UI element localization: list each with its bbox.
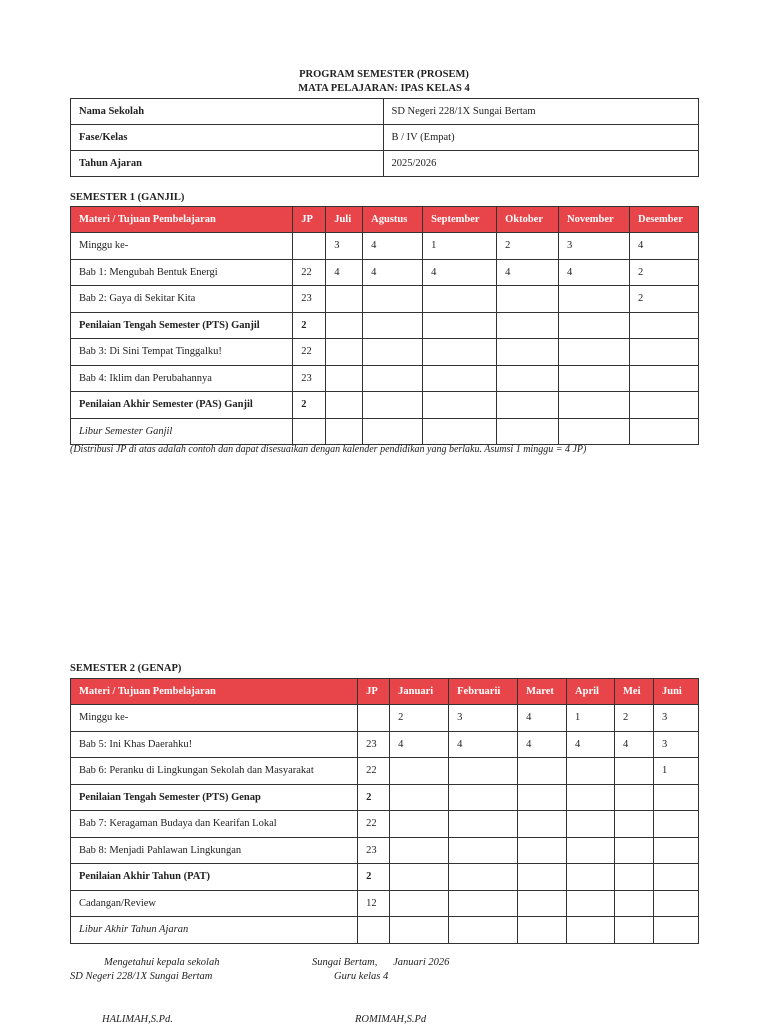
table-row <box>71 917 699 944</box>
table-row <box>71 758 699 785</box>
table-row <box>71 811 699 838</box>
table-cell <box>363 312 423 339</box>
table-cell <box>363 392 423 419</box>
table-row <box>71 731 699 758</box>
table-cell: 22 <box>358 758 390 785</box>
table-cell <box>653 784 698 811</box>
info-label: Fase/Kelas <box>71 125 384 151</box>
table-cell <box>629 418 698 445</box>
table-cell <box>629 365 698 392</box>
table-cell <box>653 890 698 917</box>
table-row <box>71 365 699 392</box>
column-header: JP <box>358 679 390 705</box>
table-cell: 2 <box>293 392 326 419</box>
table-row <box>71 705 699 732</box>
table-cell: 2 <box>390 705 449 732</box>
table-cell <box>363 365 423 392</box>
table-cell <box>326 339 363 366</box>
table-cell <box>559 392 630 419</box>
distribution-note: (Distribusi JP di atas adalah contoh dan dapat disesuaikan dengan kalender pendidikan yang berlaku. Asumsi 1 minggu = 4 JP) <box>70 444 587 455</box>
table-row <box>71 837 699 864</box>
table-cell <box>326 286 363 313</box>
table-cell: 2 <box>629 286 698 313</box>
table-cell: 3 <box>449 705 518 732</box>
row-label: Bab 5: Ini Khas Daerahku! <box>71 731 358 758</box>
table-cell <box>326 312 363 339</box>
table-cell: 3 <box>653 731 698 758</box>
table-cell <box>567 811 615 838</box>
signature-left-line1: Mengetahui kepala sekolah <box>104 957 220 968</box>
table-row <box>71 259 699 286</box>
table-cell <box>423 312 497 339</box>
table-cell <box>653 837 698 864</box>
table-cell <box>449 890 518 917</box>
table-cell <box>363 286 423 313</box>
table-cell <box>423 339 497 366</box>
table-cell: 4 <box>363 233 423 260</box>
table-cell <box>423 286 497 313</box>
table-cell <box>423 418 497 445</box>
school-info-table <box>70 98 699 177</box>
table-cell: 4 <box>363 259 423 286</box>
table-cell <box>653 811 698 838</box>
row-label: Libur Akhir Tahun Ajaran <box>71 917 358 944</box>
info-row <box>71 151 699 177</box>
row-label: Bab 8: Menjadi Pahlawan Lingkungan <box>71 837 358 864</box>
column-header: Juli <box>326 207 363 233</box>
table-cell: 3 <box>653 705 698 732</box>
table-cell <box>497 339 559 366</box>
table-row <box>71 418 699 445</box>
row-label: Penilaian Akhir Tahun (PAT) <box>71 864 358 891</box>
table-cell <box>629 312 698 339</box>
column-header: Desember <box>629 207 698 233</box>
table-cell: 4 <box>559 259 630 286</box>
table-cell: 22 <box>358 811 390 838</box>
row-label: Bab 4: Iklim dan Perubahannya <box>71 365 293 392</box>
column-header: Materi / Tujuan Pembelajaran <box>71 207 293 233</box>
table-cell <box>653 864 698 891</box>
semester-2-table <box>70 678 699 944</box>
column-header: Mei <box>615 679 654 705</box>
table-cell: 1 <box>653 758 698 785</box>
table-cell <box>615 758 654 785</box>
table-cell <box>293 418 326 445</box>
table-cell: 4 <box>518 731 567 758</box>
column-header: Oktober <box>497 207 559 233</box>
table-cell: 2 <box>358 784 390 811</box>
signature-right-line1: Sungai Bertam, Januari 2026 <box>312 957 450 968</box>
table-cell <box>390 917 449 944</box>
table-cell: 3 <box>326 233 363 260</box>
table-cell: 1 <box>423 233 497 260</box>
row-label: Penilaian Tengah Semester (PTS) Ganjil <box>71 312 293 339</box>
table-cell <box>518 837 567 864</box>
table-cell <box>363 339 423 366</box>
table-cell: 4 <box>423 259 497 286</box>
table-cell <box>615 917 654 944</box>
table-row <box>71 312 699 339</box>
table-cell: 4 <box>629 233 698 260</box>
table-cell <box>497 286 559 313</box>
table-row <box>71 864 699 891</box>
document-subtitle: MATA PELAJARAN: IPAS KELAS 4 <box>298 83 470 94</box>
table-cell <box>449 917 518 944</box>
table-cell: 2 <box>497 233 559 260</box>
table-cell <box>363 418 423 445</box>
table-cell: 4 <box>390 731 449 758</box>
table-cell <box>497 418 559 445</box>
semester-2-heading: SEMESTER 2 (GENAP) <box>70 663 182 674</box>
row-label: Minggu ke- <box>71 705 358 732</box>
table-row <box>71 392 699 419</box>
column-header: Juni <box>653 679 698 705</box>
signature-left-line2: SD Negeri 228/1X Sungai Bertam <box>70 971 213 982</box>
table-cell <box>567 837 615 864</box>
table-cell <box>559 418 630 445</box>
table-cell: 3 <box>559 233 630 260</box>
table-cell <box>390 811 449 838</box>
table-cell <box>559 312 630 339</box>
signature-left-name: HALIMAH,S.Pd. <box>102 1014 173 1025</box>
table-cell: 22 <box>293 259 326 286</box>
row-label: Bab 2: Gaya di Sekitar Kita <box>71 286 293 313</box>
column-header: Maret <box>518 679 567 705</box>
table-cell <box>567 784 615 811</box>
table-cell: 4 <box>497 259 559 286</box>
table-cell <box>518 811 567 838</box>
table-cell <box>518 890 567 917</box>
table-cell <box>326 418 363 445</box>
info-row <box>71 99 699 125</box>
table-cell <box>497 392 559 419</box>
table-cell <box>449 758 518 785</box>
table-cell: 1 <box>567 705 615 732</box>
column-header: Agustus <box>363 207 423 233</box>
table-cell: 2 <box>629 259 698 286</box>
table-cell <box>326 365 363 392</box>
row-label: Minggu ke- <box>71 233 293 260</box>
table-cell: 4 <box>567 731 615 758</box>
table-cell <box>390 890 449 917</box>
table-cell: 22 <box>293 339 326 366</box>
table-cell <box>653 917 698 944</box>
table-cell <box>497 312 559 339</box>
table-cell: 12 <box>358 890 390 917</box>
column-header: Januari <box>390 679 449 705</box>
info-value: 2025/2026 <box>383 151 699 177</box>
table-cell <box>390 864 449 891</box>
table-cell <box>629 339 698 366</box>
row-label: Penilaian Tengah Semester (PTS) Genap <box>71 784 358 811</box>
table-cell: 4 <box>449 731 518 758</box>
info-value: SD Negeri 228/1X Sungai Bertam <box>383 99 699 125</box>
table-cell <box>518 917 567 944</box>
column-header: Materi / Tujuan Pembelajaran <box>71 679 358 705</box>
table-row <box>71 339 699 366</box>
table-cell <box>423 392 497 419</box>
table-cell <box>358 917 390 944</box>
info-label: Tahun Ajaran <box>71 151 384 177</box>
info-row <box>71 125 699 151</box>
row-label: Bab 7: Keragaman Budaya dan Kearifan Lokal <box>71 811 358 838</box>
table-cell <box>567 864 615 891</box>
row-label: Bab 1: Mengubah Bentuk Energi <box>71 259 293 286</box>
table-cell <box>449 837 518 864</box>
info-value: B / IV (Empat) <box>383 125 699 151</box>
table-cell <box>615 784 654 811</box>
table-cell <box>567 758 615 785</box>
table-row <box>71 784 699 811</box>
row-label: Bab 3: Di Sini Tempat Tinggalku! <box>71 339 293 366</box>
table-cell: 4 <box>518 705 567 732</box>
row-label: Penilaian Akhir Semester (PAS) Ganjil <box>71 392 293 419</box>
column-header: Februarii <box>449 679 518 705</box>
column-header: April <box>567 679 615 705</box>
column-header: JP <box>293 207 326 233</box>
table-cell: 2 <box>615 705 654 732</box>
table-cell <box>390 837 449 864</box>
table-cell: 23 <box>293 365 326 392</box>
column-header: November <box>559 207 630 233</box>
table-cell <box>567 917 615 944</box>
table-cell <box>615 864 654 891</box>
table-row <box>71 890 699 917</box>
table-cell <box>423 365 497 392</box>
table-cell <box>518 784 567 811</box>
table-cell <box>518 864 567 891</box>
table-cell <box>358 705 390 732</box>
table-cell: 2 <box>293 312 326 339</box>
info-label: Nama Sekolah <box>71 99 384 125</box>
table-cell <box>449 784 518 811</box>
semester-1-table <box>70 206 699 445</box>
row-label: Bab 6: Peranku di Lingkungan Sekolah dan Masyarakat <box>71 758 358 785</box>
table-cell <box>559 339 630 366</box>
table-cell <box>449 811 518 838</box>
column-header: September <box>423 207 497 233</box>
table-cell <box>390 784 449 811</box>
row-label: Libur Semester Ganjil <box>71 418 293 445</box>
table-row <box>71 233 699 260</box>
document-title: PROGRAM SEMESTER (PROSEM) <box>299 69 469 80</box>
signature-right-line2: Guru kelas 4 <box>334 971 389 982</box>
table-cell: 2 <box>358 864 390 891</box>
row-label: Cadangan/Review <box>71 890 358 917</box>
table-row <box>71 286 699 313</box>
table-cell <box>615 837 654 864</box>
table-cell: 4 <box>326 259 363 286</box>
table-cell <box>559 286 630 313</box>
signature-right-name: ROMIMAH,S.Pd <box>355 1014 427 1025</box>
table-cell <box>293 233 326 260</box>
table-cell: 4 <box>615 731 654 758</box>
table-cell <box>559 365 630 392</box>
table-cell <box>390 758 449 785</box>
table-cell <box>518 758 567 785</box>
table-cell <box>497 365 559 392</box>
table-cell <box>567 890 615 917</box>
table-cell <box>326 392 363 419</box>
table-cell <box>615 811 654 838</box>
table-cell <box>629 392 698 419</box>
table-cell <box>449 864 518 891</box>
table-cell <box>615 890 654 917</box>
semester-1-heading: SEMESTER 1 (GANJIL) <box>70 192 185 203</box>
table-cell: 23 <box>358 731 390 758</box>
table-cell: 23 <box>293 286 326 313</box>
table-cell: 23 <box>358 837 390 864</box>
